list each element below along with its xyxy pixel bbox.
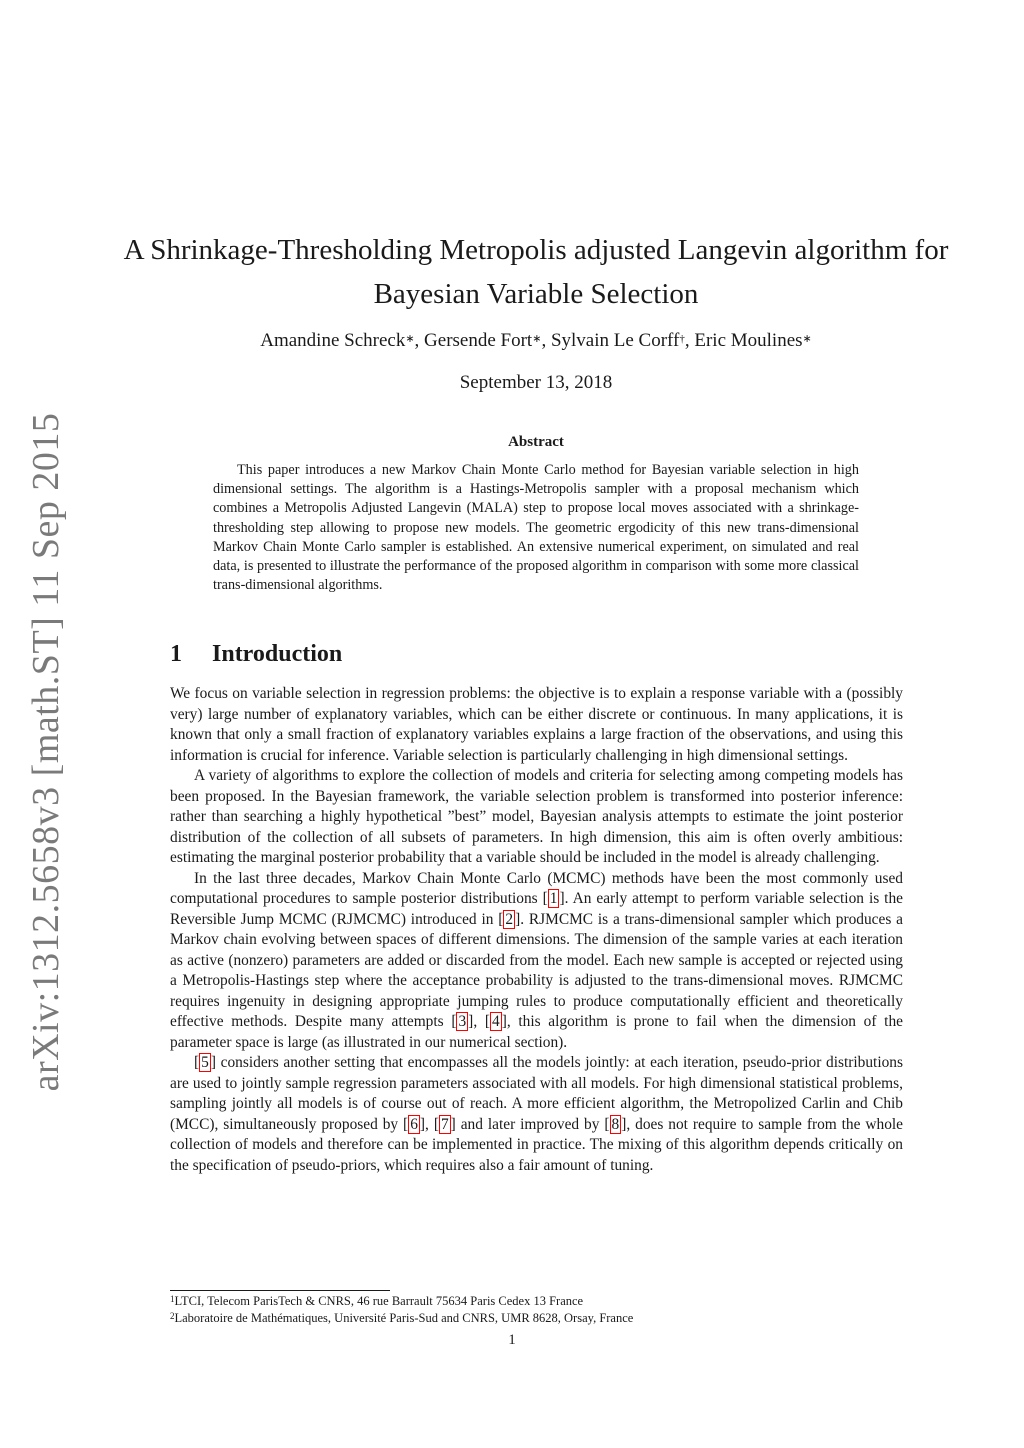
author-list: Amandine Schreck∗, Gersende Fort∗, Sylvain Le Corff†, Eric Moulines∗ [260,330,812,351]
footnotes [170,1293,903,1326]
page-number: 1 [508,1332,516,1348]
citation-link[interactable]: 6 [410,1115,418,1133]
citation-link[interactable]: 1 [549,890,558,907]
footnote [170,1293,903,1310]
paragraph [170,766,903,869]
text-run: In the last three decades, Markov Chain Monte Carlo (MCMC) methods have been the most commonly used computational procedures to sample posterior distributions [170,869,903,907]
author-affiliation-mark: † [679,333,685,345]
text-run: considers another setting that encompasses all the models jointly: at each iteration, pseudo-prior distributions are used to jointly sample regression parameters associated with all models. For high dimensional statistical problems, sampling jointly all models is of course out of reach. A more efficient algorithm, the Metropolized Carlin and Chib (MCC), simultaneously proposed by [170,1054,903,1133]
text-run: . RJMCMC is a trans-dimensional sampler which produces a Markov chain evolving between spaces of different dimensions. The dimension of the sample varies at each iteration as active (nonzero) parameters are added or discarded from the model. Each new sample is accepted or rejected using a Metropolis-Hastings step where the acceptance probability is adjusted to the trans-dimensional moves. RJMCMC requires ingenuity in designing appropriate jumping rules to produce computationally efficient and theoretically effective methods. Despite many attempts [170,910,903,1030]
citation-link[interactable]: 5 [201,1054,209,1071]
text-run: , this algorithm is prone to fail when the dimension of the parameter space is large (as illustrated in our numerical section). [170,1013,903,1051]
text-run: , [473,1013,485,1030]
section-title: Introduction [212,641,343,667]
footnote-text: LTCI, Telecom ParisTech & CNRS, 46 rue Barrault 75634 Paris Cedex 13 France [174,1294,584,1308]
section-number: 1 [170,641,182,667]
citation-link[interactable]: 8 [611,1115,620,1133]
paragraph [170,684,903,766]
section-heading [170,638,342,670]
footnote-mark: 1 [170,1294,175,1304]
author-name: Amandine Schreck [260,330,406,351]
author-affiliation-mark: ∗ [802,333,812,345]
text-run: , [425,1115,434,1133]
text-run: A variety of algorithms to explore the collection of models and criteria for selecting among competing models has been proposed. In the Bayesian framework, the variable selection problem is transformed into posterior inference: rather than searching a highly hypothetical ”best” model, Bayesian analysis attempts to estimate the joint posterior distribution of the collection of all subsets of parameters. In high dimension, this aim is often overly ambitious: estimating the marginal posterior probability that a variable should be included in the model is already challenging. [170,767,903,866]
author-name: Gersende Fort [424,330,533,351]
paper-date: September 13, 2018 [459,372,613,393]
abstract-text: This paper introduces a new Markov Chain Monte Carlo method for Bayesian variable selection in high dimensional settings. The algorithm is a Hastings-Metropolis sampler with a proposal mechanism which combines a Metropolis Adjusted Langevin (MALA) step to propose local moves associated with a shrinkage-thresholding step allowing to propose new models. The geometric ergodicity of this new trans-dimensional Markov Chain Monte Carlo sampler is established. An extensive numerical experiment, on simulated and real data, is presented to illustrate the performance of the proposed algorithm in comparison with some more classical trans-dimensional algorithms. [213,462,859,594]
paragraph: [ 5 ] considers another setting that encompasses all the models jointly: at each iteration, pseudo-prior distributions are used to jointly sample regression parameters associated with all models. For high dimensional statistical problems, sampling jointly all models is of course out of reach. A more efficient algorithm, the Metropolized Carlin and Chib (MCC), simultaneously proposed by [ 6 ], [ 7 ] and later improved by [ 8 ], does not require to sample from the whole collection of models and therefore can be implemented in practice. The mixing of this algorithm depends critically on the specification of pseudo-priors, which requires also a fair amount of tuning. [170,1054,904,1174]
body-text [170,684,903,1176]
footnote [170,1310,903,1327]
author-name: Sylvain Le Corff [550,330,680,351]
footnote-rule [170,1290,390,1291]
text-run: and later improved by [455,1115,605,1133]
author-affiliation-mark: ∗ [532,333,542,345]
text-run: We focus on variable selection in regression problems: the objective is to explain a response variable with a (possibly very) large number of explanatory variables, which can be either discrete or continuous. In many applications, it is known that only a small fraction of explanatory variables explains a large fraction of the observations, and using this information is crucial for inference. Variable selection is particularly challenging in high dimensional settings. [170,685,903,764]
citation-link[interactable]: 3 [458,1013,467,1030]
arxiv-identifier-stamp: arXiv:1312.5658v3 [math.ST] 11 Sep 2015 [25,412,67,1092]
citation-link[interactable]: 2 [505,910,514,928]
paper-title: A Shrinkage-Thresholding Metropolis adjusted Langevin algorithm for Bayesian Variable Selection [123,234,949,310]
citation-link[interactable]: 7 [440,1115,449,1133]
footnote-text: Laboratoire de Mathématiques, Université Paris-Sud and CNRS, UMR 8628, Orsay, France [174,1310,634,1325]
text-run: . An early attempt to perform variable selection is the Reversible Jump MCMC (RJMCMC) introduced in [170,890,903,928]
citation-link[interactable]: 4 [492,1013,500,1030]
author-name: Eric Moulines [694,330,803,351]
abstract-heading: Abstract [508,434,564,450]
author-affiliation-mark: ∗ [405,333,415,345]
paragraph: In the last three decades, Markov Chain Monte Carlo (MCMC) methods have been the most commonly used computational procedures to sample posterior distributions [ 1 ]. An early attempt to perform variable selection is the Reversible Jump MCMC (RJMCMC) introduced in [ 2 ]. RJMCMC is a trans-dimensional sampler which produces a Markov chain evolving between spaces of different dimensions. The dimension of the sample varies at each iteration as active (nonzero) parameters are added or discarded from the model. Each new sample is accepted or rejected using a Metropolis-Hastings step where the acceptance probability is adjusted to the trans-dimensional moves. RJMCMC requires ingenuity in designing appropriate jumping rules to produce computationally efficient and theoretically effective methods. Despite many attempts [ 3 ], [ 4 ], this algorithm is prone to fail when the dimension of the parameter space is large (as illustrated in our numerical section). [170,869,903,1051]
footnote-mark: 2 [170,1310,175,1321]
text-run: , does not require to sample from the whole collection of models and therefore can be implemented in practice. The mixing of this algorithm depends critically on the specification of pseudo-priors, which requires also a fair amount of tuning. [170,1115,904,1174]
